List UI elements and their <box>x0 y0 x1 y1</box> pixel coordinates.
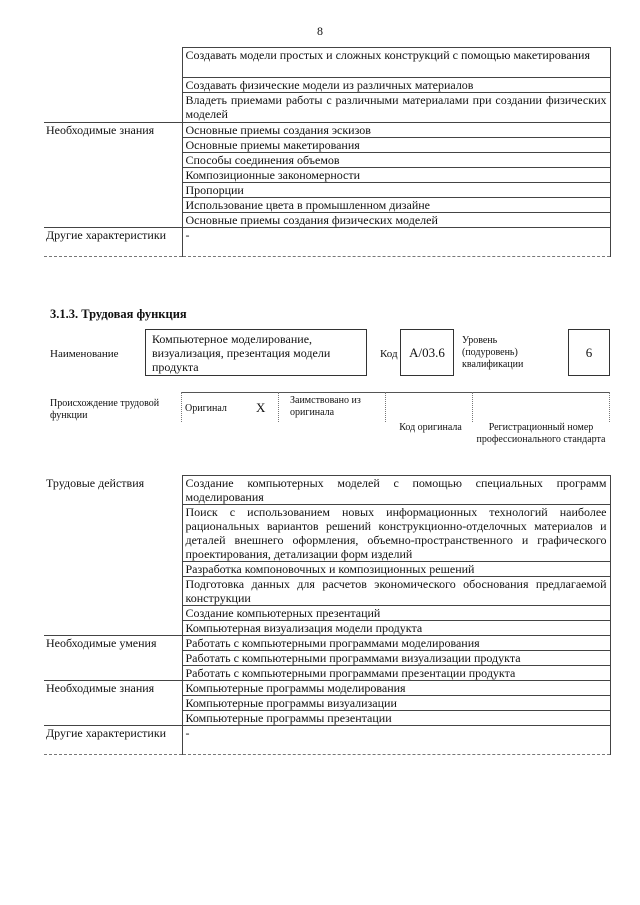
action-row: Поиск с использованием новых информационных технологий наиболее рациональных вариантов решений конструкционно-отделочных материалов и деталей внешнего оформления, объемно-пространственного и графического проектирования, детализации форм изделий <box>182 505 610 562</box>
origin-label: Происхождение трудовой функции <box>50 398 160 421</box>
skill-row: Работать с компьютерными программами визуализации продукта <box>182 651 610 666</box>
action-row: Создание компьютерных презентаций <box>182 606 610 621</box>
code-box <box>400 329 454 376</box>
knowledge-row: Пропорции <box>182 183 610 198</box>
code-label: Код <box>380 348 398 360</box>
skill-row: Работать с компьютерными программами презентации продукта <box>182 666 610 681</box>
knowledge-row: Компьютерные программы презентации <box>182 711 610 726</box>
code-value: A/03.6 <box>409 345 445 360</box>
name-label: Наименование <box>50 348 119 360</box>
other-characteristics-label: Другие характеристики <box>44 726 182 755</box>
skills-label: Необходимые умения <box>44 636 182 651</box>
knowledge-row: Способы соединения объемов <box>182 153 610 168</box>
section-heading: 3.1.3. Трудовая функция <box>50 307 187 321</box>
knowledge-row: Основные приемы макетирования <box>182 138 610 153</box>
borrowed-label: Заимствовано из оригинала <box>290 395 361 418</box>
skill-row: Создавать физические модели из различных материалов <box>182 78 610 93</box>
knowledge-row: Компьютерные программы моделирования <box>182 681 610 696</box>
knowledge-label: Необходимые знания <box>44 681 182 696</box>
skill-row: Работать с компьютерными программами моделирования <box>182 636 610 651</box>
action-row: Создание компьютерных моделей с помощью специальных программ моделирования <box>182 476 610 505</box>
other-characteristics-value: - <box>182 228 610 257</box>
other-characteristics-label: Другие характеристики <box>44 228 182 257</box>
skill-row: Владеть приемами работы с различными материалами при создании физических моделей <box>182 93 610 123</box>
knowledge-row: Использование цвета в промышленном дизайне <box>182 198 610 213</box>
labor-actions-label: Трудовые действия <box>46 475 145 490</box>
level-label: Уровень (подуровень) квалификации <box>462 335 524 370</box>
name-value: Компьютерное моделирование, визуализация, презентация модели продукта <box>152 332 331 374</box>
origin-box <box>181 392 609 423</box>
knowledge-row: Основные приемы создания физических моделей <box>182 213 610 228</box>
action-row: Разработка компоновочных и композиционных решений <box>182 562 610 577</box>
bottom-requirements-table <box>44 475 611 755</box>
action-row: Подготовка данных для расчетов экономического обоснования предлагаемой конструкции <box>182 577 610 606</box>
level-box <box>568 329 610 376</box>
other-characteristics-value: - <box>182 726 610 755</box>
knowledge-row: Компьютерные программы визуализации <box>182 696 610 711</box>
original-mark: X <box>256 400 266 415</box>
knowledge-label: Необходимые знания <box>44 123 182 138</box>
level-value: 6 <box>585 345 593 360</box>
knowledge-row: Основные приемы создания эскизов <box>182 123 610 138</box>
skill-row: Создавать модели простых и сложных конструкций с помощью макетирования <box>182 48 610 78</box>
top-requirements-table <box>44 47 611 257</box>
page-number: 8 <box>317 24 323 38</box>
original-code-label: Код оригинала <box>399 422 462 433</box>
knowledge-row: Композиционные закономерности <box>182 168 610 183</box>
original-label: Оригинал <box>185 403 227 414</box>
action-row: Компьютерная визуализация модели продукта <box>182 621 610 636</box>
registration-number-label: Регистрационный номер профессионального стандарта <box>476 422 606 445</box>
name-box <box>145 329 367 376</box>
